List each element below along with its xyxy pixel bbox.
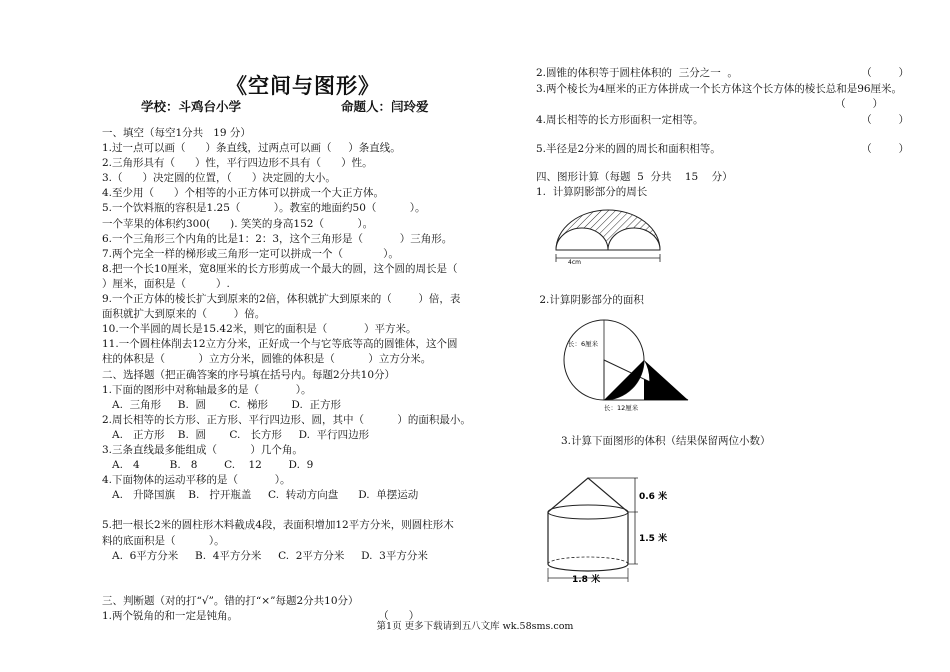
left-line: 4.下面物体的运动平移的是（ ）。 [102, 474, 291, 487]
left-line: 5.一个饮料瓶的容积是1.25（ ）。教室的地面约50（ ）。 [102, 202, 426, 215]
page-title: 《空间与图形》 [226, 74, 380, 98]
left-line: 3.三条直线最多能组成（ ）几个角。 [102, 443, 303, 456]
judge-item-4: 4.周长相等的长方形面积一定相等。 （ ） [536, 113, 909, 126]
left-line: 三、判断题（对的打“√”。错的打“×”每题2分共10分） [102, 594, 359, 607]
left-line: A. 升降国旗 B. 拧开瓶盖 C. 转动方向盘 D. 单摆运动 [102, 489, 419, 502]
left-line: A. 4 B. 8 C. 12 D. 9 [102, 459, 314, 472]
left-line: 1.下面的图形中对称轴最多的是（ ）。 [102, 383, 312, 396]
left-line: 8.把一个长10厘米，宽8厘米的长方形剪成一个最大的圆，这个圆的周长是（ [102, 262, 458, 275]
left-line [102, 579, 487, 594]
left-line: 6.一个三角形三个内角的比是1：2：3，这个三角形是（ ）三角形。 [102, 232, 453, 245]
left-line [102, 564, 487, 579]
judge-item-3-paren: （ ） [835, 98, 883, 110]
left-line: 2.三角形具有（ ）性，平行四边形不具有（ ）性。 [102, 157, 373, 170]
school-label: 学校：斗鸡台小学 [141, 99, 242, 114]
left-line: 4.至少用（ ）个相等的小正方体可以拼成一个大正方体。 [102, 187, 385, 200]
left-line: 9.一个正方体的棱长扩大到原来的2倍，体积就扩大到原来的（ ）倍，表 [102, 293, 461, 306]
right-column-text [536, 66, 931, 201]
fig2-top-label: 长：6厘米 [568, 340, 599, 348]
left-line: 二、选择题（把正确答案的序号填在括号内。每题2分共10分） [102, 368, 396, 381]
figure-perimeter [548, 200, 668, 270]
left-line: 1.两个锐角的和一定是钝角。 （ ） [102, 610, 420, 622]
question-3-label: 3.计算下面图形的体积（结果保留两位小数） [561, 435, 771, 447]
left-line: 2.周长相等的长方形、正方形、平行四边形、圆，其中（ ）的面积最小。 [102, 413, 471, 426]
left-line: A. 三角形 B. 圆 C. 梯形 D. 正方形 [102, 398, 341, 411]
left-line: A. 正方形 B. 圆 C. 长方形 D. 平行四边形 [102, 428, 370, 441]
fig3-diameter: 1.8 米 [572, 575, 601, 585]
left-line: 一、填空（每空1分共 19 分） [102, 127, 251, 139]
left-line: 7.两个完全一样的梯形或三角形一定可以拼成一个（ ）。 [102, 247, 399, 260]
judge-item-5: 5.半径是2分米的圆的周长和面积相等。 （ ） [536, 143, 909, 155]
question-2-label: 2.计算阴影部分的面积 [536, 294, 644, 306]
left-line [102, 503, 487, 518]
left-line: 面积就扩大到原来的（ ）倍。 [102, 308, 266, 321]
fig3-cylinder-height: 1.5 米 [639, 534, 668, 544]
left-line: A. 6平方分米 B. 4平方分米 C. 2平方分米 D. 3平方分米 [102, 549, 428, 562]
judge-item-2: 2.圆锥的体积等于圆柱体积的 三分之一 。 （ ） [536, 67, 909, 79]
left-line: 1.过一点可以画（ ）条直线，过两点可以画（ ）条直线。 [102, 142, 401, 155]
judge-item-3: 3.两个棱长为4厘米的正方体拼成一个长方体这个长方体的棱长总和是96厘米。 [536, 82, 903, 95]
fig3-cone-height: 0.6 米 [639, 492, 668, 502]
left-line: 3.（ ）决定圆的位置，（ ）决定圆的大小。 [102, 172, 336, 185]
figure-area [560, 318, 700, 413]
left-line: 一个苹果的体积约300( ). 笑笑的身高152（ ）。 [102, 217, 374, 230]
section-four-heading: 四、图形计算（每题 5 分共 15 分） [536, 170, 733, 183]
left-line: 5.把一根长2米的圆柱形木料截成4段，表面积增加12平方分米，则圆柱形木 [102, 519, 454, 532]
fig1-dimension-label: 4cm [568, 259, 581, 266]
left-line: 柱的体积是（ ）立方分米，圆锥的体积是（ ）立方分米。 [102, 353, 432, 366]
left-line: ）厘米，面积是（ ）. [102, 277, 230, 290]
question-1-label: 1. 计算阴影部分的周长 [536, 186, 648, 198]
left-line: 11.一个圆柱体削去12立方分米，正好成一个与它等底等高的圆锥体，这个圆 [102, 338, 458, 351]
author-label: 命题人：闫玲爱 [341, 99, 429, 114]
page-footer: 第1页 更多下载请到五八文库 wk.58sms.com [376, 621, 574, 632]
left-line: 10.一个半圆的周长是15.42米，则它的面积是（ ）平方米。 [102, 323, 417, 336]
fig2-bottom-label: 长：12厘米 [604, 404, 639, 412]
left-line: 料的底面积是（ ）。 [102, 534, 225, 547]
figure-volume [538, 472, 688, 587]
left-column-text [102, 126, 487, 624]
